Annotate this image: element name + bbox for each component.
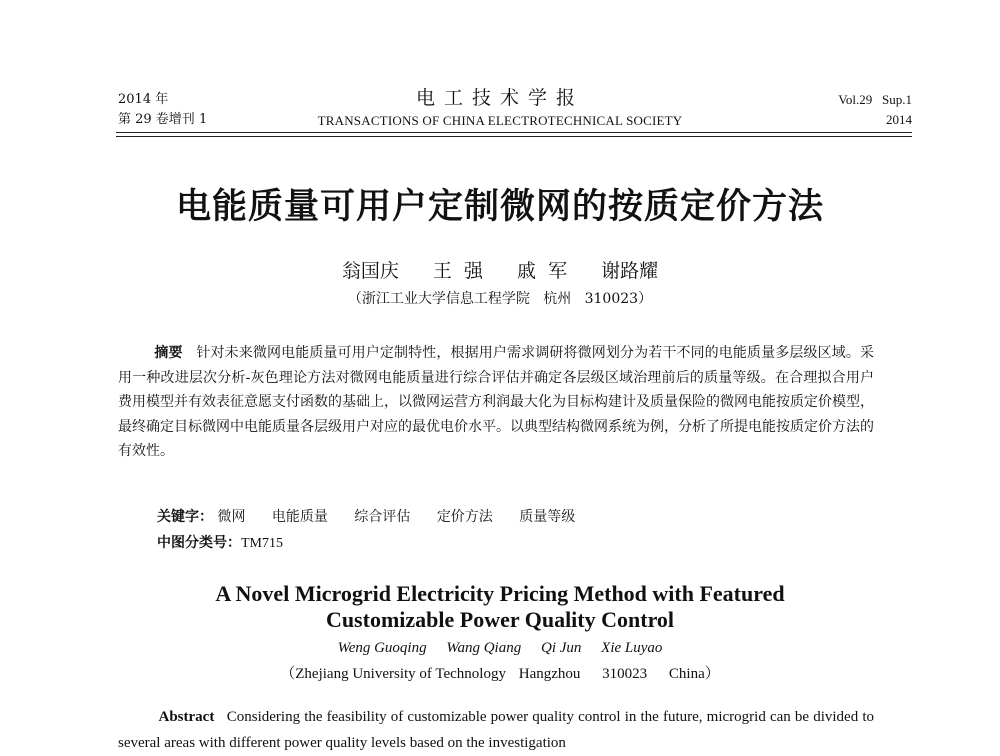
header-rule-thick bbox=[116, 132, 912, 133]
author-cn: 谢路耀 bbox=[601, 260, 659, 282]
keyword: 质量等级 bbox=[519, 509, 576, 525]
keyword: 微网 bbox=[217, 509, 246, 525]
author-cn: 王 强 bbox=[432, 260, 483, 282]
affiliation-city: Hangzhou bbox=[518, 666, 581, 682]
keyword: 电能质量 bbox=[271, 509, 328, 525]
header-left bbox=[118, 90, 207, 130]
clc-label: 中图分类号： bbox=[157, 535, 241, 551]
author-cn: 戚 军 bbox=[517, 260, 568, 282]
journal-header bbox=[250, 86, 750, 131]
paper-title-cn: 电能质量可用户定制微网的按质定价方法 bbox=[175, 187, 824, 227]
abstract-cn-label: 摘要 bbox=[154, 345, 183, 361]
abstract-cn bbox=[118, 341, 874, 464]
journal-title-en: TRANSACTIONS OF CHINA ELECTROTECHNICAL SOCIETY bbox=[317, 113, 683, 128]
author-en: Wang Qiang bbox=[446, 640, 522, 656]
keywords bbox=[157, 505, 597, 529]
header-issue: 第 29 卷增刊 1 bbox=[118, 112, 208, 127]
author-en: Xie Luyao bbox=[601, 640, 663, 656]
header-right-year: 2014 bbox=[886, 112, 912, 127]
affiliation-open: （ bbox=[280, 666, 296, 682]
affiliation-en bbox=[100, 663, 900, 685]
keyword: 定价方法 bbox=[436, 509, 493, 525]
header-volume: Vol.29 Sup.1 bbox=[838, 92, 912, 107]
keywords-label: 关键字： bbox=[157, 509, 213, 525]
abstract-en bbox=[118, 704, 874, 756]
clc-number bbox=[157, 531, 283, 556]
paper-title-en-line1: A Novel Microgrid Electricity Pricing Method with Featured bbox=[215, 581, 785, 606]
affiliation-institution: Zhejiang University of Technology bbox=[295, 666, 506, 682]
keyword: 综合评估 bbox=[354, 509, 411, 525]
affiliation-close: ） bbox=[704, 666, 720, 682]
author-en: Qi Jun bbox=[540, 640, 582, 656]
header-rule-thin bbox=[116, 136, 912, 137]
affiliation-postcode: 310023 bbox=[602, 666, 648, 682]
affiliation-cn: （浙江工业大学信息工程学院 杭州 310023） bbox=[347, 291, 653, 307]
affiliation-country: China bbox=[668, 666, 705, 682]
abstract-en-label: Abstract bbox=[158, 709, 215, 725]
journal-title-cn: 电工技术学报 bbox=[415, 87, 584, 109]
paper-title-en bbox=[100, 581, 900, 633]
abstract-en-text: Considering the feasibility of customizable power quality control in the future, microgrid can be divided to several areas with different power quality levels based on the investigation bbox=[118, 709, 875, 751]
authors-cn bbox=[100, 258, 900, 284]
author-en: Weng Guoqing bbox=[337, 640, 427, 656]
abstract-cn-text: 针对未来微网电能质量可用户定制特性，根据用户需求调研将微网划分为若干不同的电能质量多层级区域。采用一种改进层次分析-灰色理论方法对微网电能质量进行综合评估并确定各层级区域治理前后的质量等级。在合理拟合用户费用模型并有效表征意愿支付函数的基础上，以微网运营方利润最大化为目标构建计及质量保险的微网电能按质定价模型，最终确定目标微网中电能质量各层级用户对应的最优电价水平。以典型结构微网系统为例，分析了所提电能按质定价方法的有效性。 bbox=[118, 345, 875, 460]
header-year: 2014 年 bbox=[118, 92, 169, 107]
paper-title-en-line2: Customizable Power Quality Control bbox=[325, 607, 675, 632]
clc-value: TM715 bbox=[241, 536, 283, 551]
header-right bbox=[838, 90, 912, 130]
author-cn: 翁国庆 bbox=[341, 260, 399, 282]
authors-en bbox=[100, 638, 900, 658]
